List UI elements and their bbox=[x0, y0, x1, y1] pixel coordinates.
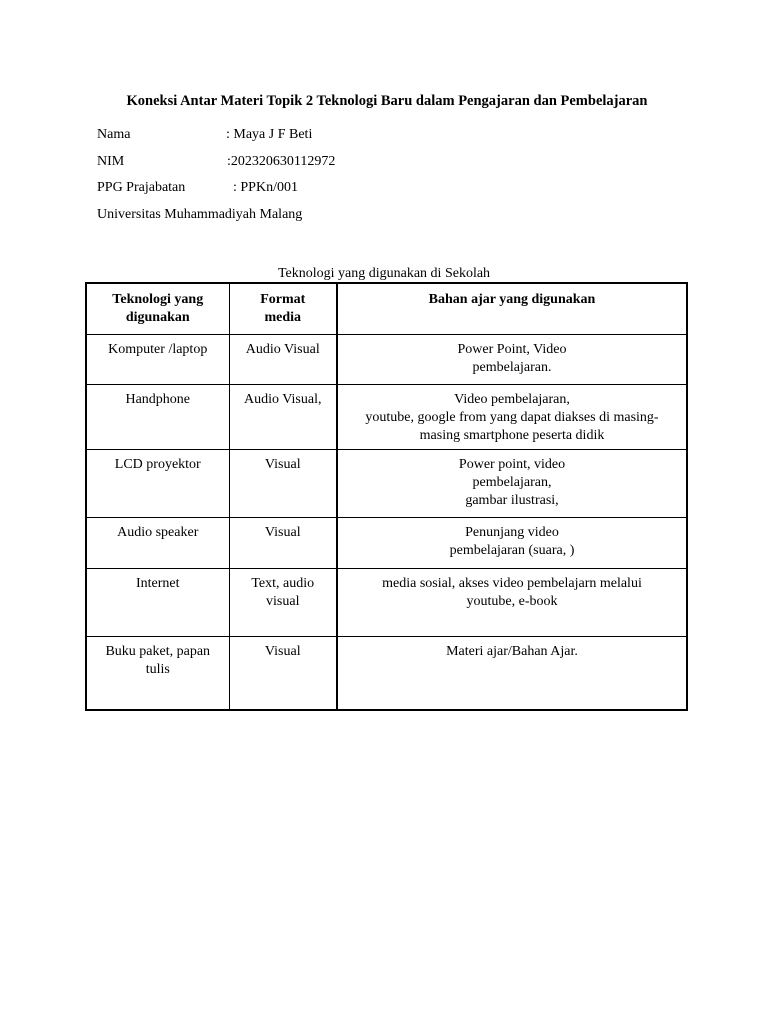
header-teknologi: Teknologi yang digunakan bbox=[86, 283, 229, 334]
cell-teknologi: Handphone bbox=[86, 384, 229, 449]
cell-teknologi: Komputer /laptop bbox=[86, 334, 229, 384]
cell-format: Visual bbox=[229, 449, 337, 517]
info-value-ppg: : PPKn/001 bbox=[233, 180, 298, 195]
cell-format: Visual bbox=[229, 636, 337, 710]
header-format-media: Format media bbox=[229, 283, 337, 334]
cell-teknologi: Internet bbox=[86, 568, 229, 636]
table-row bbox=[86, 568, 687, 636]
info-label-ppg: PPG Prajabatan bbox=[97, 180, 186, 195]
cell-format: Audio Visual, bbox=[229, 384, 337, 449]
table-header-row bbox=[86, 283, 687, 334]
table-row bbox=[86, 384, 687, 449]
info-label-universitas: Universitas Muhammadiyah Malang bbox=[97, 207, 303, 222]
table-row bbox=[86, 334, 687, 384]
cell-teknologi: Buku paket, papan tulis bbox=[86, 636, 229, 710]
cell-teknologi: Audio speaker bbox=[86, 517, 229, 568]
table-row bbox=[86, 517, 687, 568]
cell-format: Text, audio visual bbox=[229, 568, 337, 636]
info-label-nim: NIM bbox=[97, 154, 125, 169]
cell-bahan: media sosial, akses video pembelajarn melalui youtube, e-book bbox=[337, 568, 687, 636]
cell-teknologi: LCD proyektor bbox=[86, 449, 229, 517]
cell-bahan: Video pembelajaran, youtube, google from yang dapat diakses di masing- masing smartphone peserta didik bbox=[337, 384, 687, 449]
info-value-nim: :202320630112972 bbox=[227, 154, 336, 169]
cell-bahan: Penunjang video pembelajaran (suara, ) bbox=[337, 517, 687, 568]
info-label-nama: Nama bbox=[97, 127, 131, 142]
table-row bbox=[86, 636, 687, 710]
cell-bahan: Materi ajar/Bahan Ajar. bbox=[337, 636, 687, 710]
table-caption: Teknologi yang digunakan di Sekolah bbox=[277, 266, 491, 281]
technology-table bbox=[85, 282, 688, 711]
cell-bahan: Power point, video pembelajaran, gambar ilustrasi, bbox=[337, 449, 687, 517]
cell-bahan: Power Point, Video pembelajaran. bbox=[337, 334, 687, 384]
header-bahan-ajar: Bahan ajar yang digunakan bbox=[337, 283, 687, 334]
document-title: Koneksi Antar Materi Topik 2 Teknologi Baru dalam Pengajaran dan Pembelajaran bbox=[126, 93, 648, 109]
cell-format: Visual bbox=[229, 517, 337, 568]
cell-format: Audio Visual bbox=[229, 334, 337, 384]
table-row bbox=[86, 449, 687, 517]
info-value-nama: : Maya J F Beti bbox=[226, 127, 313, 142]
